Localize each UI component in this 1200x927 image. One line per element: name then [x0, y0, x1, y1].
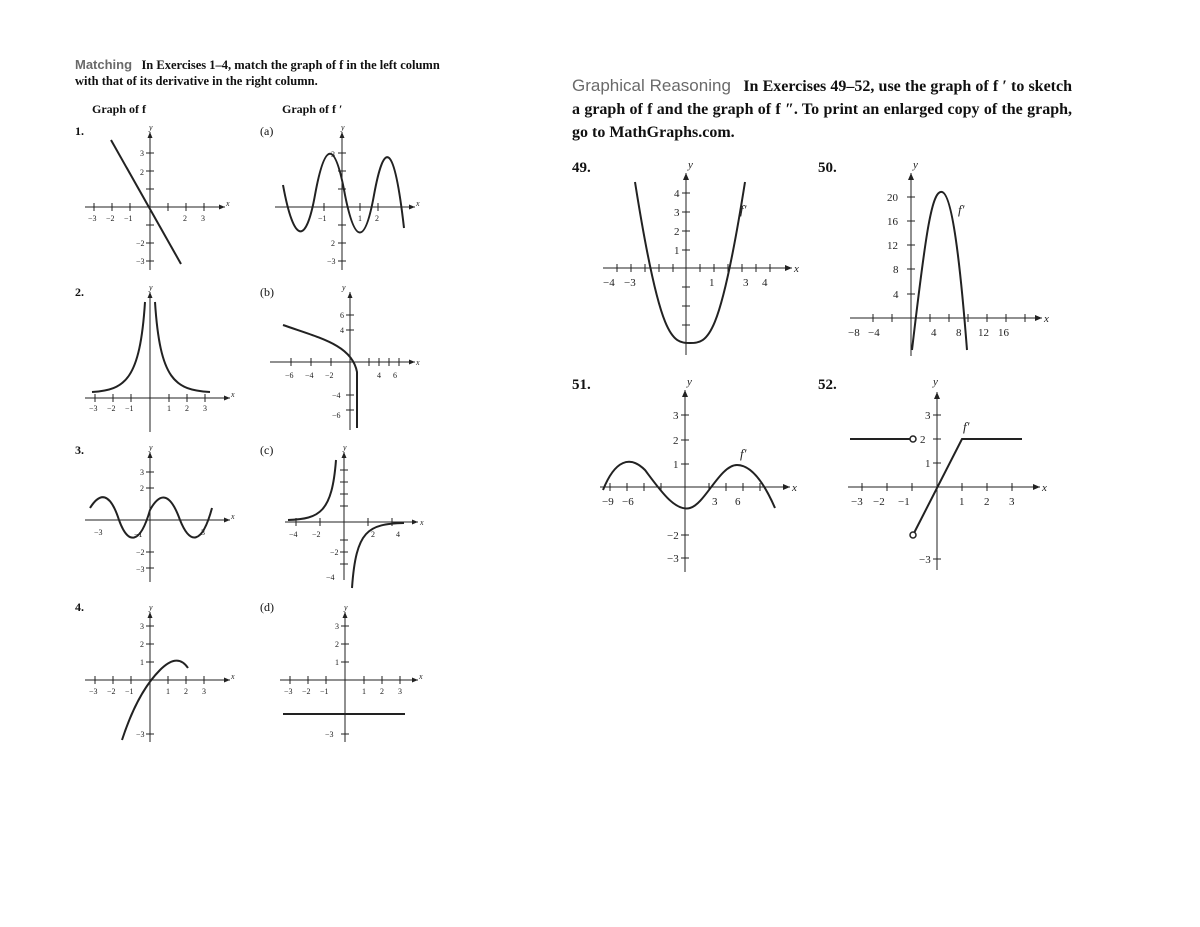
- tick-label: 1: [166, 687, 170, 696]
- exercise-number-50: 50.: [818, 160, 837, 176]
- tick-label: 2: [140, 168, 144, 177]
- x-label: x: [416, 358, 420, 367]
- tick-label: −2: [330, 548, 339, 557]
- graph-a: [275, 132, 415, 270]
- exercise-number-4: 4.: [75, 600, 84, 614]
- tick-label: −2: [302, 687, 311, 696]
- x-label: x: [1044, 313, 1049, 325]
- tick-label: −4: [326, 573, 335, 582]
- tick-label: −6: [332, 411, 341, 420]
- tick-label: 3: [331, 150, 335, 159]
- graph-1: [85, 132, 225, 270]
- graph-d: [280, 612, 418, 742]
- fprime-label: f′: [963, 419, 970, 434]
- tick-label: 4: [893, 289, 899, 301]
- x-label: x: [231, 672, 235, 681]
- tick-label: −4: [868, 327, 880, 339]
- graph-52: [848, 392, 1040, 570]
- reasoning-lead: Graphical Reasoning: [572, 76, 731, 95]
- open-point: [910, 532, 916, 538]
- tick-label: −4: [289, 530, 298, 539]
- tick-label: 3: [140, 622, 144, 631]
- x-label: x: [794, 263, 799, 275]
- tick-label: 3: [201, 214, 205, 223]
- tick-label: 4: [674, 188, 680, 200]
- tick-label: 1: [335, 658, 339, 667]
- tick-label: −1: [134, 530, 143, 539]
- tick-label: −2: [136, 548, 145, 557]
- y-label: y: [344, 603, 348, 612]
- tick-label: −3: [89, 687, 98, 696]
- tick-label: 12: [887, 240, 898, 252]
- tick-label: 20: [887, 192, 898, 204]
- option-letter-b: (b): [260, 285, 274, 299]
- curve-f1: [111, 140, 181, 264]
- tick-label: 6: [393, 371, 397, 380]
- x-label: x: [231, 390, 235, 399]
- tick-label: 1: [358, 214, 362, 223]
- tick-label: −3: [667, 553, 679, 565]
- matching-instruction-text: In Exercises 1–4, match the graph of f in the left column with that of its derivative in the right column.: [75, 58, 440, 88]
- tick-label: 2: [380, 687, 384, 696]
- tick-label: −3: [89, 404, 98, 413]
- y-label: y: [687, 376, 692, 388]
- tick-label: 4: [377, 371, 381, 380]
- tick-label: 2: [375, 214, 379, 223]
- tick-label: 16: [887, 216, 898, 228]
- x-label: x: [231, 512, 235, 521]
- tick-label: −4: [332, 391, 341, 400]
- y-label: y: [933, 376, 938, 388]
- tick-label: −2: [107, 404, 116, 413]
- option-letter-d: (d): [260, 600, 274, 614]
- tick-label: 3: [673, 410, 679, 422]
- exercise-number-52: 52.: [818, 377, 837, 393]
- tick-label: −1: [125, 404, 134, 413]
- tick-label: 4: [396, 530, 400, 539]
- tick-label: 16: [998, 327, 1009, 339]
- tick-label: 1: [959, 496, 965, 508]
- fprime-label: f′: [740, 202, 747, 217]
- exercise-number-2: 2.: [75, 285, 84, 299]
- curve-f3: [90, 497, 212, 537]
- tick-label: 2: [184, 687, 188, 696]
- tick-label: 3: [203, 404, 207, 413]
- tick-label: −1: [124, 214, 133, 223]
- tick-label: −2: [873, 496, 885, 508]
- tick-label: −1: [898, 496, 910, 508]
- curve-fb: [283, 325, 357, 428]
- exercise-number-1: 1.: [75, 124, 84, 138]
- exercise-number-3: 3.: [75, 443, 84, 457]
- x-label: x: [792, 482, 797, 494]
- tick-label: −3: [327, 257, 336, 266]
- y-label: y: [149, 443, 153, 452]
- curve-fc-left: [288, 460, 336, 520]
- tick-label: 3: [201, 528, 205, 537]
- tick-label: 8: [893, 264, 899, 276]
- tick-label: 2: [673, 435, 679, 447]
- tick-label: −2: [136, 239, 145, 248]
- tick-label: −3: [88, 214, 97, 223]
- tick-label: −2: [106, 214, 115, 223]
- tick-label: −4: [305, 371, 314, 380]
- tick-label: −1: [320, 687, 329, 696]
- tick-label: 3: [925, 410, 931, 422]
- open-point: [910, 436, 916, 442]
- curve-f4: [122, 661, 188, 740]
- tick-label: 1: [674, 245, 680, 257]
- graph-51: [600, 390, 790, 572]
- tick-label: −1: [125, 687, 134, 696]
- tick-label: −3: [851, 496, 863, 508]
- column-title-f: Graph of f: [92, 102, 146, 116]
- tick-label: 2: [335, 640, 339, 649]
- tick-label: 3: [712, 496, 718, 508]
- tick-label: 1: [709, 277, 715, 289]
- x-label: x: [419, 672, 423, 681]
- tick-label: −2: [667, 530, 679, 542]
- tick-label: 6: [340, 311, 344, 320]
- tick-label: 3: [1009, 496, 1015, 508]
- tick-label: 4: [762, 277, 768, 289]
- tick-label: −3: [284, 687, 293, 696]
- tick-label: 3: [743, 277, 749, 289]
- x-label: x: [416, 199, 420, 208]
- curve-f2-right: [155, 302, 210, 392]
- tick-label: 8: [956, 327, 962, 339]
- column-title-fprime: Graph of f ′: [282, 102, 343, 116]
- curve-fprime-49: [635, 182, 745, 343]
- tick-label: 2: [920, 434, 926, 446]
- matching-lead: Matching: [75, 57, 133, 72]
- option-letter-c: (c): [260, 443, 274, 457]
- graph-4: [85, 612, 230, 742]
- tick-label: 1: [167, 404, 171, 413]
- y-label: y: [149, 123, 153, 132]
- tick-label: −6: [622, 496, 634, 508]
- x-label: x: [420, 518, 424, 527]
- tick-label: 3: [398, 687, 402, 696]
- tick-label: −9: [602, 496, 614, 508]
- graph-3: [85, 452, 230, 582]
- fprime-label: f′: [740, 446, 747, 461]
- tick-label: 2: [185, 404, 189, 413]
- exercise-number-49: 49.: [572, 160, 591, 176]
- fprime-label: f′: [958, 202, 965, 217]
- graph-49: [603, 173, 792, 355]
- tick-label: −4: [603, 277, 615, 289]
- curve-fa: [283, 154, 404, 233]
- y-label: y: [913, 159, 918, 171]
- y-label: y: [149, 283, 153, 292]
- tick-label: 3: [140, 468, 144, 477]
- y-label: y: [149, 603, 153, 612]
- tick-label: −2: [325, 371, 334, 380]
- tick-label: 4: [931, 327, 937, 339]
- curve-f2-left: [92, 302, 145, 392]
- tick-label: 3: [335, 622, 339, 631]
- tick-label: 3: [674, 207, 680, 219]
- tick-label: −3: [136, 730, 145, 739]
- tick-label: 1: [673, 459, 679, 471]
- tick-label: 2: [371, 530, 375, 539]
- tick-label: 1: [362, 687, 366, 696]
- exercise-number-51: 51.: [572, 377, 591, 393]
- tick-label: −3: [325, 730, 334, 739]
- tick-label: 2: [674, 226, 680, 238]
- tick-label: −6: [285, 371, 294, 380]
- tick-label: −3: [136, 565, 145, 574]
- tick-label: 12: [978, 327, 989, 339]
- tick-label: 2: [984, 496, 990, 508]
- y-label: y: [342, 283, 346, 292]
- tick-label: −3: [624, 277, 636, 289]
- y-label: y: [343, 443, 347, 452]
- tick-label: −2: [107, 687, 116, 696]
- tick-label: −1: [318, 214, 327, 223]
- tick-label: 2: [331, 239, 335, 248]
- x-label: x: [1042, 482, 1047, 494]
- option-letter-a: (a): [260, 124, 274, 138]
- tick-label: 1: [925, 458, 931, 470]
- x-label: x: [226, 199, 230, 208]
- tick-label: −8: [848, 327, 860, 339]
- reasoning-instruction-text: In Exercises 49–52, use the graph of f ′ to sketch a graph of f and the graph of f ″. To print an enlarged copy of the graph, go to MathGraphs.com.: [572, 78, 1073, 141]
- y-label: y: [341, 123, 345, 132]
- tick-label: 6: [735, 496, 741, 508]
- y-label: y: [688, 159, 693, 171]
- tick-label: 2: [140, 640, 144, 649]
- tick-label: 4: [340, 326, 344, 335]
- tick-label: −3: [136, 257, 145, 266]
- tick-label: −2: [312, 530, 321, 539]
- tick-label: −3: [94, 528, 103, 537]
- tick-label: 2: [183, 214, 187, 223]
- tick-label: −3: [919, 554, 931, 566]
- tick-label: 2: [140, 484, 144, 493]
- tick-label: 3: [202, 687, 206, 696]
- graph-c: [285, 452, 418, 588]
- tick-label: 3: [140, 149, 144, 158]
- tick-label: 1: [140, 658, 144, 667]
